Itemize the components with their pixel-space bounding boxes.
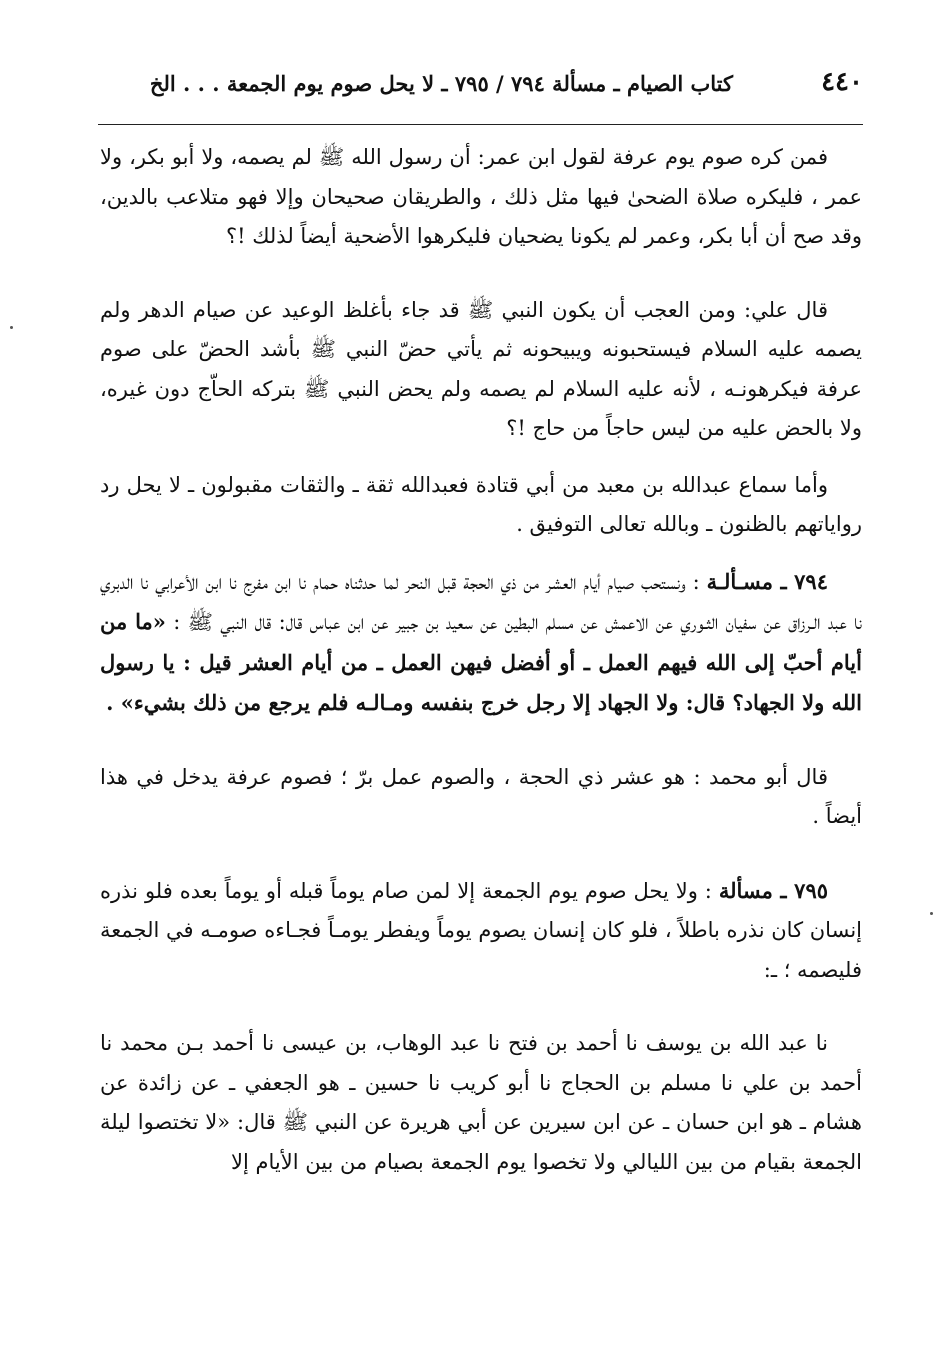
paragraph-spacer [100,449,862,466]
paragraph-spacer [100,724,862,758]
paragraph-abu-muhammad: قال أبو محمد : هو عشر ذي الحجة ، والصوم عمل برّ ؛ فصوم عرفة يدخل في هذا أيضاً . [100,764,862,828]
issue-794-number: ٧٩٤ ـ مسـألـة [706,568,828,594]
paragraph-3: وأما سماع عبدالله بن معبد من أبي قتادة فعبدالله ثقة ـ والثقات مقبولون ـ لا يحل رد رواياتهم بالظنون ـ وبالله تعالى التوفيق . [100,472,862,536]
issue-795-number: ٧٩٥ ـ مسألة [718,877,829,903]
paragraph-2: قال علي: ومن العجب أن يكون النبي ﷺ قد جاء بأغلظ الوعيد عن صيام الدهر ولم يصمه عليه السلام فيستحبونه ويبيحونه ثم يأتي حضّ النبي ﷺ بأشد الحضّ على صوم عرفة فيكرهونـه ، لأنه عليه السلام لم يصمه ولم يحض النبي ﷺ بتركه الحاّج دون غيره، ولا بالحض عليه من ليس حاجاً من حاج !؟ [100,297,862,440]
paragraph-1: فمن كره صوم يوم عرفة لقول ابن عمر: أن رسول الله ﷺ لم يصمه، ولا أبو بكر، ولا عمر ، فليكره صلاة الضحىٰ فيها مثل ذلك ، والطريقان صحيحان وإلا فهو متلاعب بالدين، وقد صح أن أبا بكر، وعمر لم يكونا يضحيان فليكرهوا الأضحية أيضاً لذلك !؟ [100,145,862,248]
issue-795-text: : ولا يحل صوم يوم الجمعة إلا لمن صام يوماً قبله أو يوماً بعده فلو نذره إنسان كان نذره باطلاً ، فلو كان إنسان يصوم يوماً ويفطر يومـاً فجـاءه صومـه في الجمعة فليصمه ؛ ـ: [100,878,862,982]
scan-speck [930,912,933,915]
page-header [98,62,863,108]
page-number: ٤٤٠ [821,67,863,97]
page-body [100,138,862,1182]
scan-speck [10,326,13,329]
issue-794 [100,562,862,724]
running-title: كتاب الصيام ـ مسألة ٧٩٤ / ٧٩٥ ـ لا يحل صوم يوم الجمعة . . . الخ [149,71,733,96]
header-divider [98,124,863,125]
issue-794-hadith: «ما من أيام أحبّ إلى الله فيهم العمل ـ أو أفضل فيهن العمل ـ من أيام العشر قيل : يا رسول الله ولا الجهاد؟ قال: ولا الجهاد إلا رجل خرج بنفسه ومـالـه فلم يرجع من ذلك بشيء» . [100,609,862,715]
paragraph-spacer [100,545,862,562]
paragraph-spacer [100,257,862,291]
paragraph-spacer [100,837,862,871]
paragraph-spacer [100,990,862,1024]
paragraph-isnad: نا عبد الله بن يوسف نا أحمد بن فتح نا عبد الوهاب، بن عيسى نا أحمد بـن محمد نا أحمد بن علي نا مسلم بن الحجاج نا أبو كريب نا حسين ـ هو الجعفي ـ عن زائدة عن هشام ـ هو ابن حسان ـ عن ابن سيرين عن أبي هريرة عن النبي ﷺ قال: «لا تختصوا ليلة الجمعة بقيام من بين الليالي ولا تخصوا يوم الجمعة بصيام من بين الأيام إلا [100,1031,862,1174]
issue-794-text: : ونستحب صيام أيام العشر من ذي الحجة قبل النحر لما حدثناه حمام نا ابن مفرج نا ابن الأعرابي نا الدبري نا عبد الـرزاق عن سفيان الثـوري عن الاعمش عن مسلم البطين عن سعيد بن جبير عن ابن عباس قال: قال النبي ﷺ : [100,569,862,634]
issue-795 [100,871,862,991]
